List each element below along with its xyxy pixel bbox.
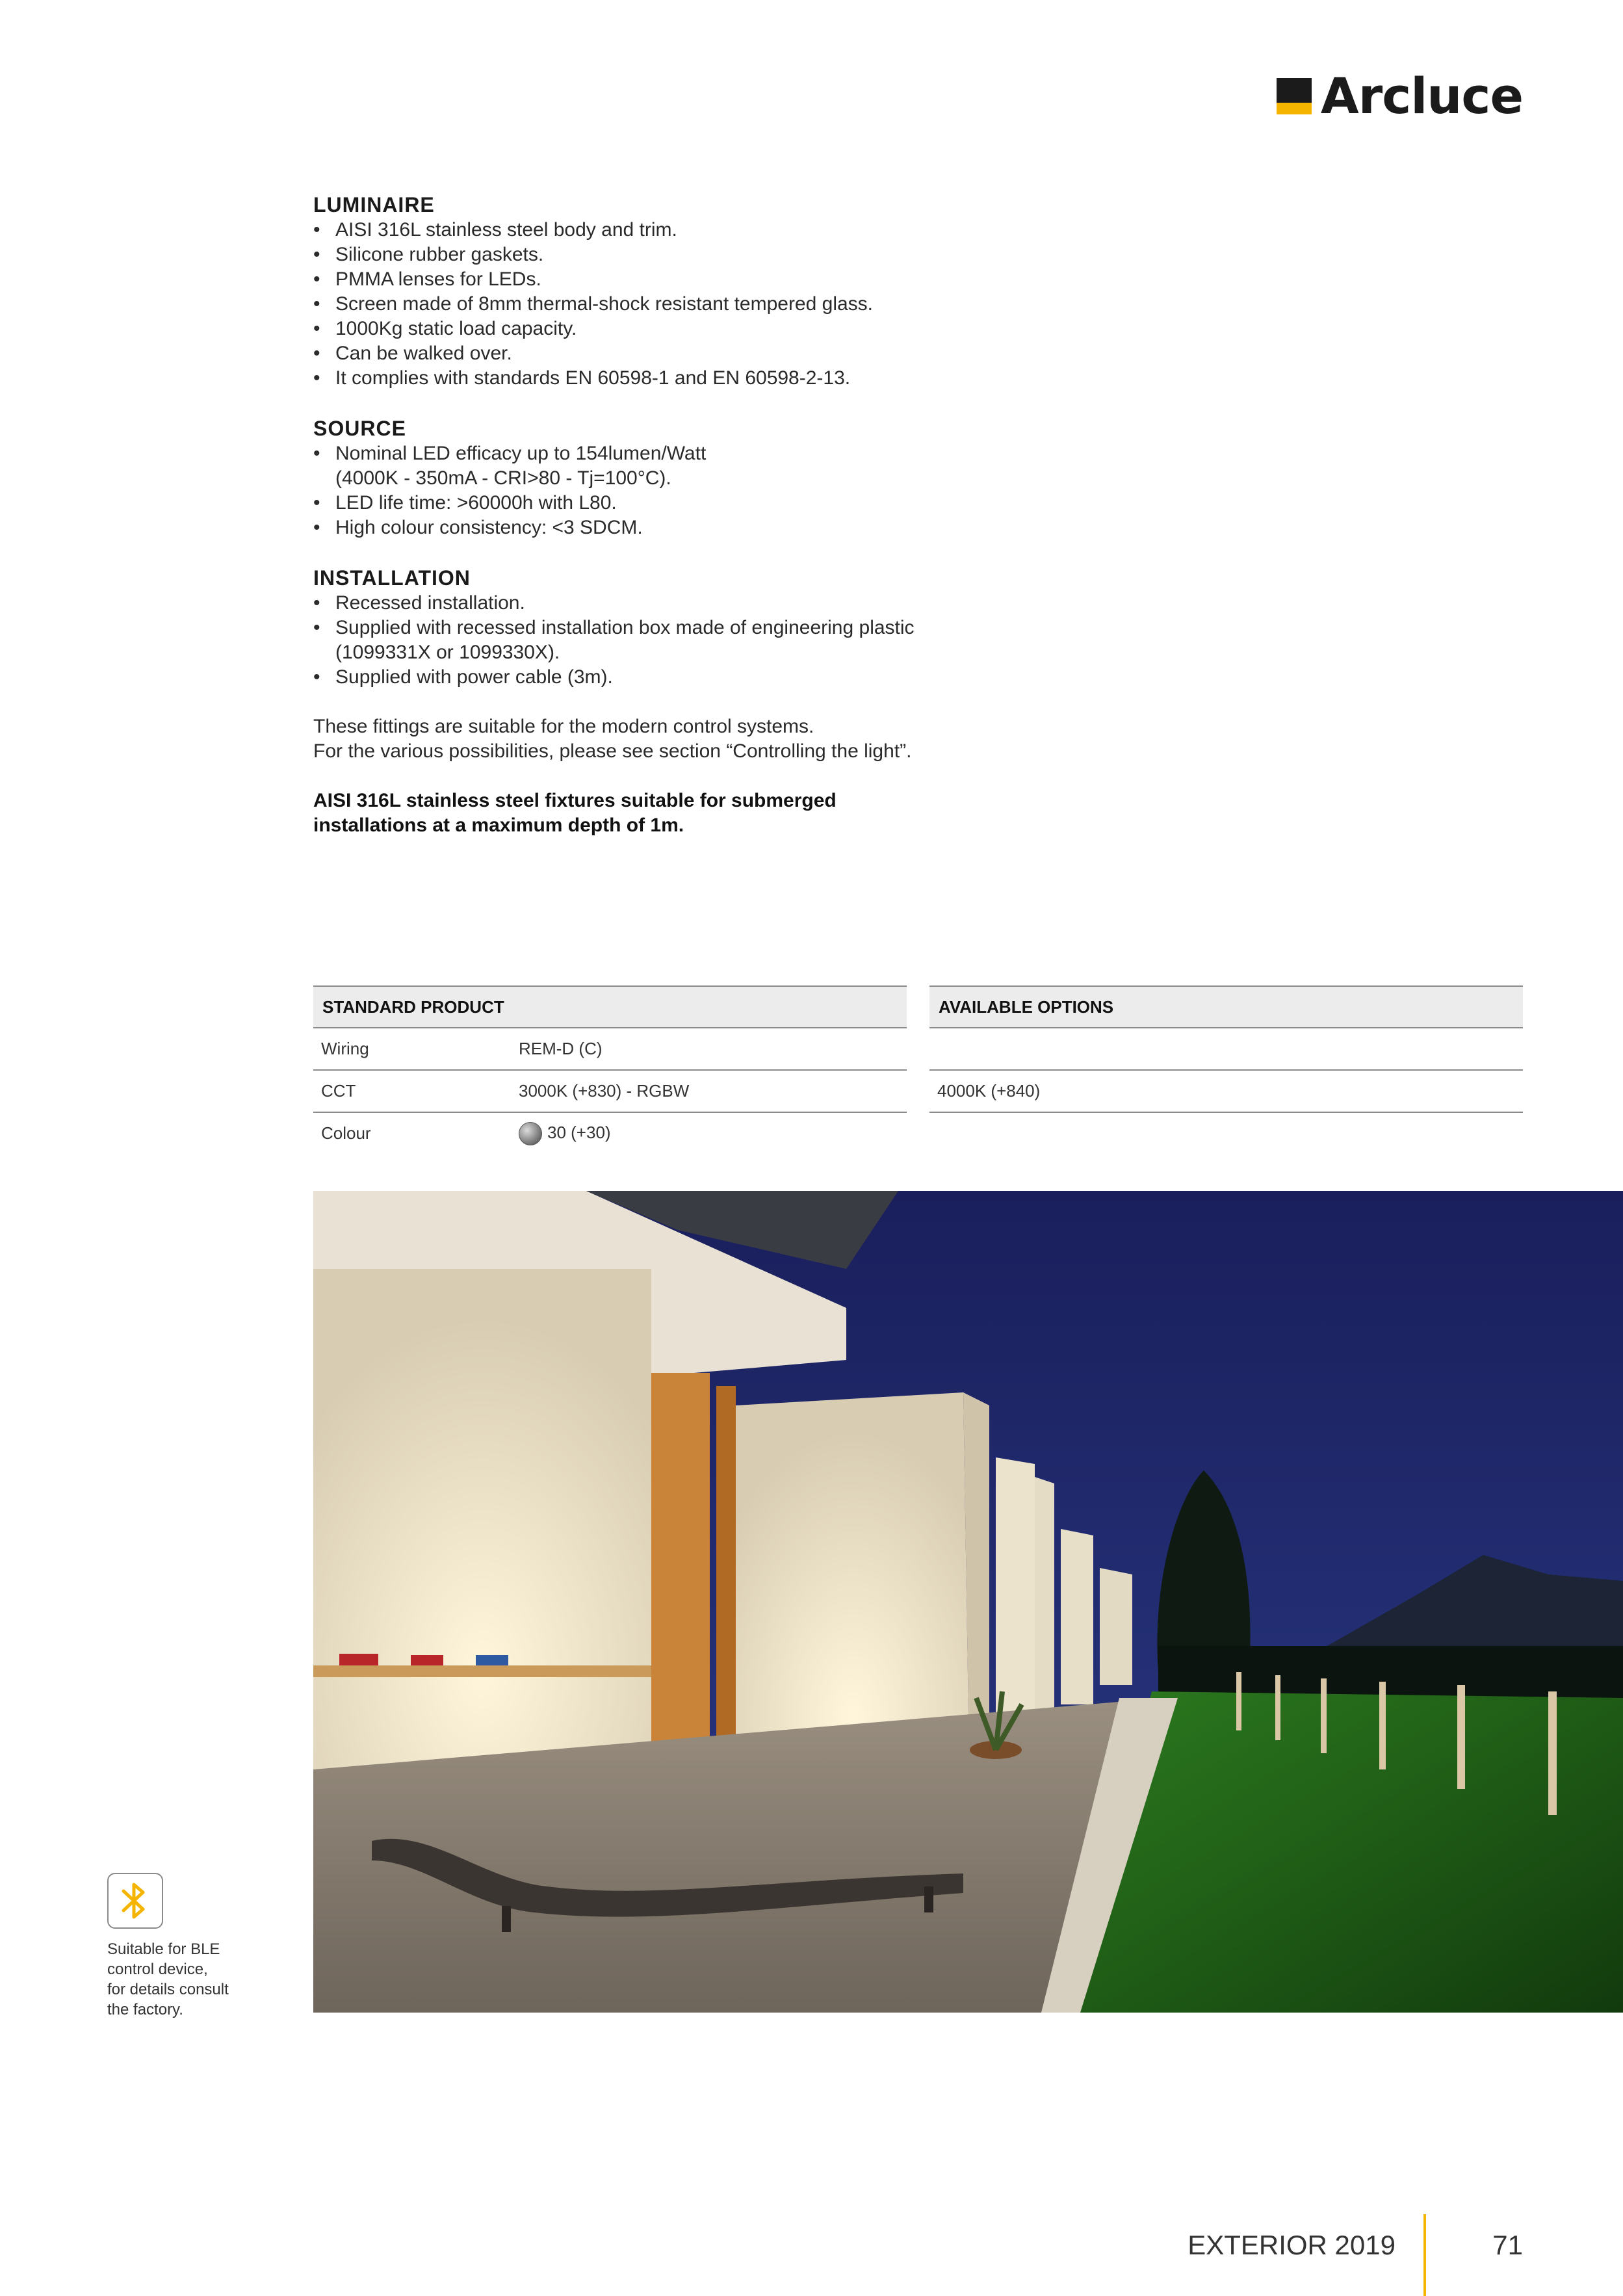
installation-heading: INSTALLATION	[313, 566, 471, 590]
row-label: Wiring	[313, 1028, 511, 1070]
list-item: • Can be walked over.	[313, 341, 1028, 366]
ble-note-line: Suitable for BLE	[107, 1940, 220, 1958]
row-value: 3000K (+830) - RGBW	[511, 1070, 907, 1112]
bluetooth-icon	[107, 1873, 163, 1929]
list-item-text: Supplied with recessed installation box made of engineering plastic	[335, 617, 915, 638]
list-item	[313, 441, 1028, 491]
luminaire-heading: LUMINAIRE	[313, 193, 435, 216]
submerged-note-line: AISI 316L stainless steel fixtures suitable for submerged	[313, 790, 837, 811]
list-item: • Recessed installation.	[313, 591, 1028, 616]
terrace-night-photo	[313, 1191, 1623, 2013]
list-item: • AISI 316L stainless steel body and trim.	[313, 218, 1028, 242]
brand-name: Arcluce	[1320, 67, 1523, 125]
list-item: • High colour consistency: <3 SDCM.	[313, 515, 1028, 540]
standard-product-table	[313, 985, 907, 1154]
list-item: • It complies with standards EN 60598-1 and EN 60598-2-13.	[313, 366, 1028, 391]
control-note-line: For the various possibilities, please see section “Controlling the light”.	[313, 740, 912, 762]
option-value	[929, 1028, 1523, 1070]
page-number: 71	[1492, 2230, 1523, 2260]
table-row	[313, 1112, 907, 1154]
ble-note-line: the factory.	[107, 2001, 183, 2018]
list-item-text: (4000K - 350mA - CRI>80 - Tj=100°C).	[335, 467, 671, 489]
row-value: REM-D (C)	[511, 1028, 907, 1070]
available-options-table	[929, 985, 1523, 1113]
submerged-note	[313, 789, 1028, 838]
control-note-line: These fittings are suitable for the modern control systems.	[313, 716, 814, 737]
brand-logo	[1277, 67, 1523, 125]
installation-list	[313, 591, 1028, 690]
list-item: • Supplied with power cable (3m).	[313, 665, 1028, 690]
standard-product-header: STANDARD PRODUCT	[313, 986, 907, 1028]
list-item-text: Nominal LED efficacy up to 154lumen/Watt	[335, 443, 707, 464]
option-value: 4000K (+840)	[929, 1070, 1523, 1112]
row-value	[511, 1112, 907, 1154]
source-list	[313, 441, 1028, 540]
table-row	[313, 1070, 907, 1112]
table-row	[313, 1028, 907, 1070]
list-item: • Silicone rubber gaskets.	[313, 242, 1028, 267]
colour-swatch-icon	[519, 1122, 542, 1145]
footer-title: EXTERIOR 2019	[1188, 2230, 1396, 2260]
row-label: CCT	[313, 1070, 511, 1112]
table-row	[929, 1070, 1523, 1112]
colour-value: 30 (+30)	[547, 1122, 611, 1142]
available-options-header: AVAILABLE OPTIONS	[929, 986, 1523, 1028]
list-item-text: (1099331X or 1099330X).	[335, 642, 560, 663]
specifications	[313, 192, 1028, 838]
luminaire-list	[313, 218, 1028, 391]
row-label: Colour	[321, 1123, 371, 1143]
ble-note-line: for details consult	[107, 1981, 229, 1998]
list-item	[313, 616, 1028, 665]
footer-divider	[1423, 2214, 1426, 2296]
submerged-note-line: installations at a maximum depth of 1m.	[313, 815, 684, 836]
logo-mark-icon	[1277, 78, 1312, 114]
list-item: • PMMA lenses for LEDs.	[313, 267, 1028, 292]
list-item: • Screen made of 8mm thermal-shock resistant tempered glass.	[313, 292, 1028, 317]
source-heading: SOURCE	[313, 417, 406, 440]
list-item: • LED life time: >60000h with L80.	[313, 491, 1028, 515]
control-note	[313, 714, 1028, 764]
list-item: • 1000Kg static load capacity.	[313, 317, 1028, 341]
ble-note-line: control device,	[107, 1961, 208, 1978]
table-row	[929, 1028, 1523, 1070]
ble-note	[107, 1939, 263, 2020]
